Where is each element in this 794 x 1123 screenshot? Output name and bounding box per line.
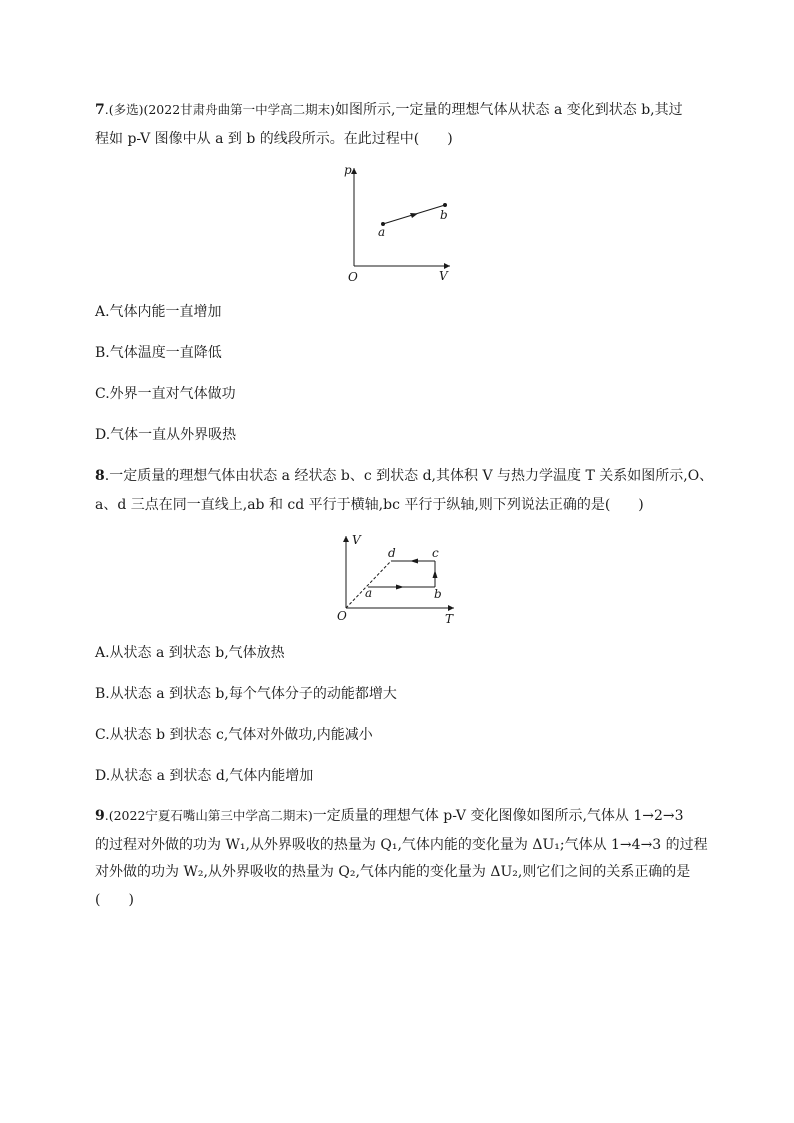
q8-vt-graph xyxy=(334,530,464,626)
q7-number: 7 xyxy=(95,102,105,118)
q7-pv-graph xyxy=(340,160,460,288)
q7-x-label: V xyxy=(439,269,448,283)
q8-dashed-od xyxy=(346,561,391,608)
q7-point-b xyxy=(443,203,447,207)
q7-option-c[interactable]: C.外界一直对气体做功 xyxy=(95,386,236,402)
q9-line-3: 对外做的功为 W₂,从外界吸收的热量为 Q₂,气体内能的变化量为 ΔU₂,则它们之间的关系正确的是 xyxy=(95,864,691,880)
q8-x-label: T xyxy=(445,612,454,626)
q7-direction-arrow xyxy=(410,213,418,218)
q8-option-d[interactable]: D.从状态 a 到状态 d,气体内能增加 xyxy=(95,768,314,784)
q7-label-a: a xyxy=(378,225,386,239)
q8-label-c: c xyxy=(432,546,439,560)
q9-text-1: 一定质量的理想气体 p-V 变化图像如图所示,气体从 1→2→3 xyxy=(312,808,684,824)
q8-line-1 xyxy=(95,467,713,485)
q8-y-label: V xyxy=(352,533,361,547)
q8-arrow-ab xyxy=(396,585,404,590)
q7-origin-label: O xyxy=(348,270,358,284)
q8-label-d: d xyxy=(388,546,396,560)
q8-label-b: b xyxy=(434,587,442,601)
q8-origin-label: O xyxy=(337,609,347,623)
q7-option-a[interactable]: A.气体内能一直增加 xyxy=(95,304,222,320)
q9-number: 9 xyxy=(95,808,105,824)
q7-label-b: b xyxy=(440,208,448,222)
q7-source: .(多选)(2022甘肃舟曲第一中学高二期末) xyxy=(104,102,336,117)
q9-line-4: ( ) xyxy=(95,892,134,908)
q8-label-a: a xyxy=(365,586,373,600)
q7-option-d[interactable]: D.气体一直从外界吸热 xyxy=(95,427,237,443)
q8-number: 8 xyxy=(95,468,105,484)
q8-option-c[interactable]: C.从状态 b 到状态 c,气体对外做功,内能减小 xyxy=(95,727,373,743)
q7-option-b[interactable]: B.气体温度一直降低 xyxy=(95,345,222,361)
q8-arrow-cd xyxy=(410,559,418,564)
q7-line-2: 程如 p-V 图像中从 a 到 b 的线段所示。在此过程中( ) xyxy=(95,131,453,147)
q8-option-a[interactable]: A.从状态 a 到状态 b,气体放热 xyxy=(95,645,285,661)
q9-source: .(2022宁夏石嘴山第三中学高二期末) xyxy=(104,808,313,823)
q8-line-2: a、d 三点在同一直线上,ab 和 cd 平行于横轴,bc 平行于纵轴,则下列说法正确的是( ) xyxy=(95,497,644,513)
q9-line-2: 的过程对外做的功为 W₁,从外界吸收的热量为 Q₁,气体内能的变化量为 ΔU₁;气体从 1→4→3 的过程 xyxy=(95,837,708,853)
q7-text-1: 如图所示,一定量的理想气体从状态 a 变化到状态 b,其过 xyxy=(335,102,683,118)
q7-line-1 xyxy=(95,101,683,119)
q7-y-label: p xyxy=(344,163,352,177)
q8-arrow-bc xyxy=(433,570,438,578)
q8-text-1: .一定质量的理想气体由状态 a 经状态 b、c 到状态 d,其体积 V 与热力学温度 T 关系如图所示,O、 xyxy=(104,468,714,484)
q9-line-1 xyxy=(95,807,684,825)
q8-option-b[interactable]: B.从状态 a 到状态 b,每个气体分子的动能都增大 xyxy=(95,686,397,702)
